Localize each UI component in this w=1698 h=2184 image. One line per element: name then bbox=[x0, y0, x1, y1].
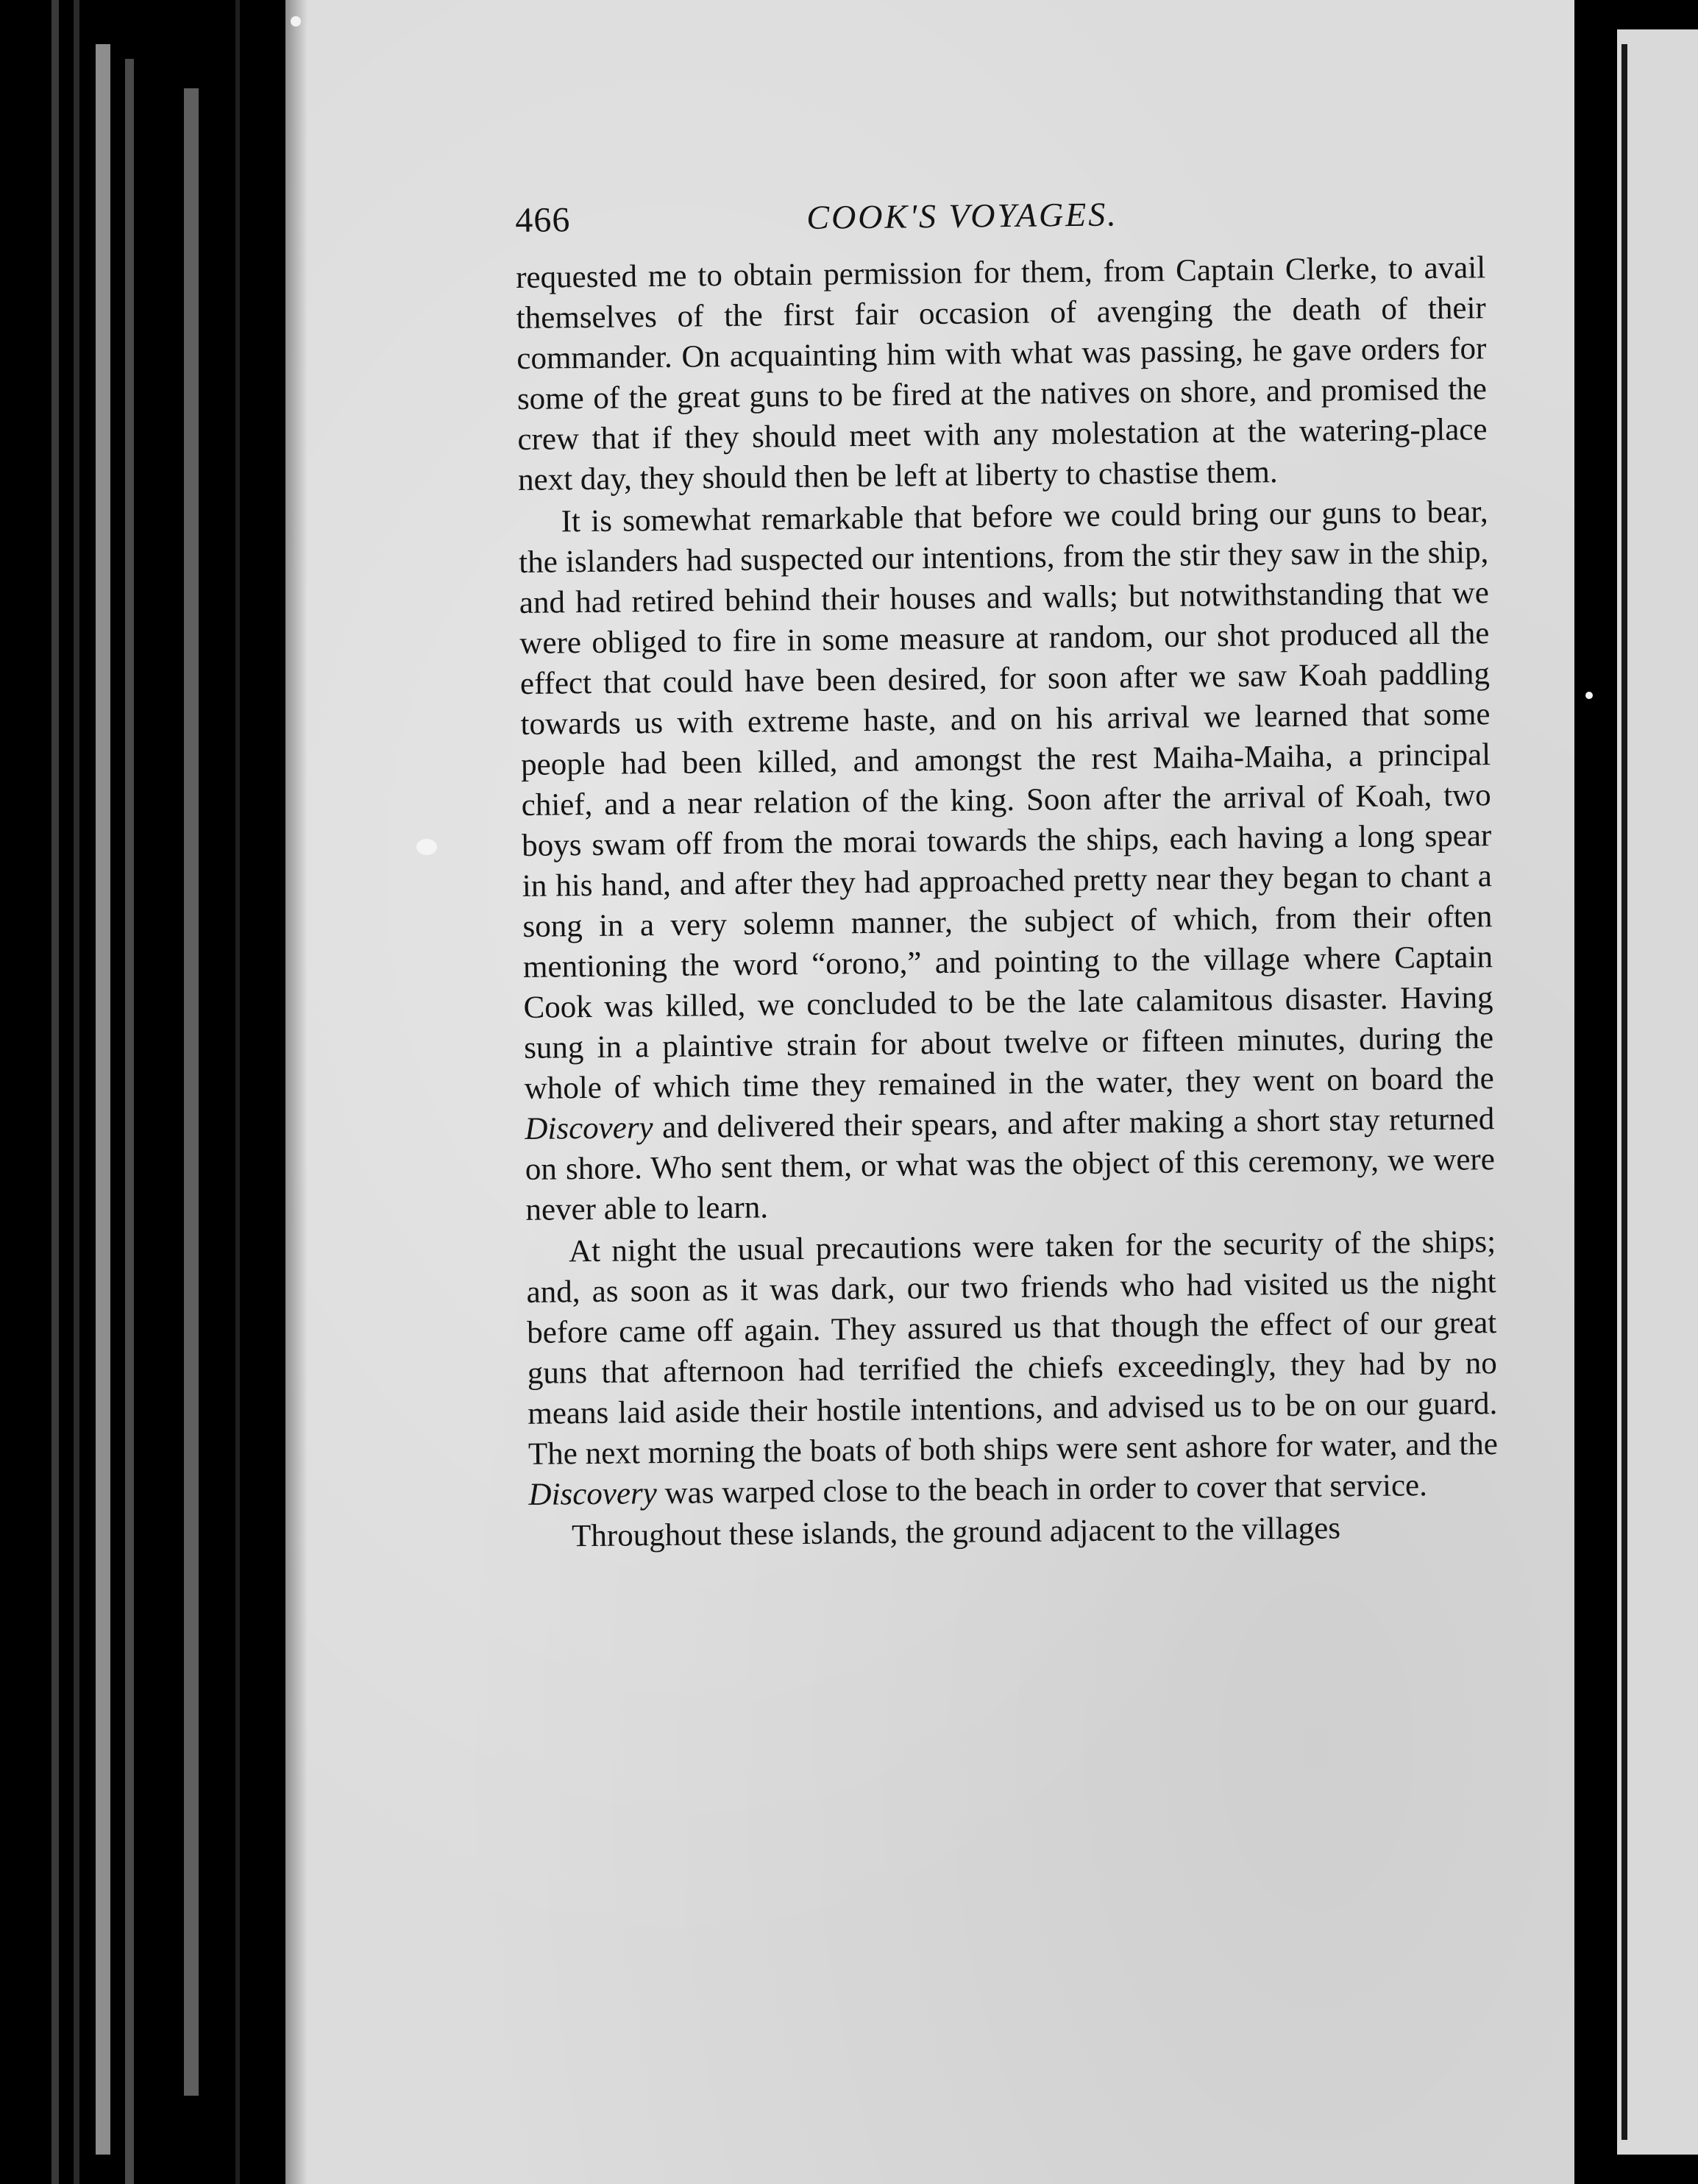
binding-edge bbox=[74, 0, 79, 2184]
binding-edge bbox=[51, 0, 59, 2184]
scan-speck bbox=[291, 16, 301, 26]
scan-speck bbox=[416, 839, 437, 855]
gutter-shadow bbox=[285, 0, 308, 2184]
paragraph-text: It is somewhat remarkable that before we could bring our guns to bear, the islanders had suspected our intentions, from the stir they saw in the ship, and had retired behind their houses and walls; but notwithstanding that we were obliged to fire in some measure at random, our shot produced all the effect that could have been desired, for soon after we saw Koah paddling towards us with extreme haste, and on his arrival we learned that some people had been killed, and amongst the rest Maiha-Maiha, a principal chief, and a near relation of the king. Soon after the arrival of Koah, two boys swam off from the morai towards the ships, each having a long spear in his hand, and after they had approached pretty near they began to chant a song in a very solemn manner, the subject of which, from their often mentioning the word “orono,” and pointing to the village where Captain Cook was killed, we concluded to be the late calamitous disaster. Having sung in a plaintive strain for about twelve or fifteen minutes, during the whole of which time they remained in the water, they went on board the bbox=[519, 494, 1494, 1106]
paragraph-text: was warped close to the beach in order to cover that service. bbox=[656, 1468, 1428, 1511]
running-title: COOK'S VOYAGES. bbox=[806, 195, 1119, 236]
running-head bbox=[515, 182, 1485, 252]
page-stack-edge bbox=[96, 44, 110, 2155]
paragraph bbox=[526, 1222, 1499, 1515]
scan-speck bbox=[1585, 692, 1593, 699]
paragraph bbox=[518, 492, 1495, 1230]
paragraph bbox=[516, 247, 1488, 500]
paragraph-text: requested me to obtain permission for them, from Captain Clerke, to avail themselves of the first fair occasion of avenging the death of their commander. On acquainting him with what was passing, he gave orders for some of the great guns to be fired at the natives on shore, and promised the crew that if they should meet with any molestation at the watering-place next day, they should then be left at liberty to chastise them. bbox=[515, 250, 1488, 497]
paragraph-text: Throughout these islands, the ground adjacent to the villages bbox=[571, 1511, 1341, 1554]
page-stack-edge bbox=[184, 88, 199, 2096]
page-number: 466 bbox=[515, 200, 571, 240]
facing-page-rule bbox=[1621, 44, 1627, 2140]
facing-page bbox=[1617, 29, 1698, 2155]
binding-edge bbox=[235, 0, 240, 2184]
paragraph-text: and delivered their spears, and after making a short stay returned on shore. Who sent them, or what was the object of this ceremony, we were never able to learn. bbox=[525, 1102, 1496, 1227]
page-text bbox=[515, 182, 1499, 1557]
ship-name: Discovery bbox=[525, 1110, 653, 1146]
paragraph-text: At night the usual precautions were taken for the security of the ships; and, as soon as it was dark, our two friends who had visited us the night before came off again. They assured us that though the effect of our great guns that afternoon had terrified the chiefs exceedingly, they had by no means laid aside their hostile intentions, and advised us to be on our guard. The next morning the boats of both ships were sent ashore for water, and the bbox=[526, 1224, 1499, 1472]
ship-name: Discovery bbox=[528, 1476, 658, 1512]
binding-edge bbox=[125, 59, 134, 2184]
